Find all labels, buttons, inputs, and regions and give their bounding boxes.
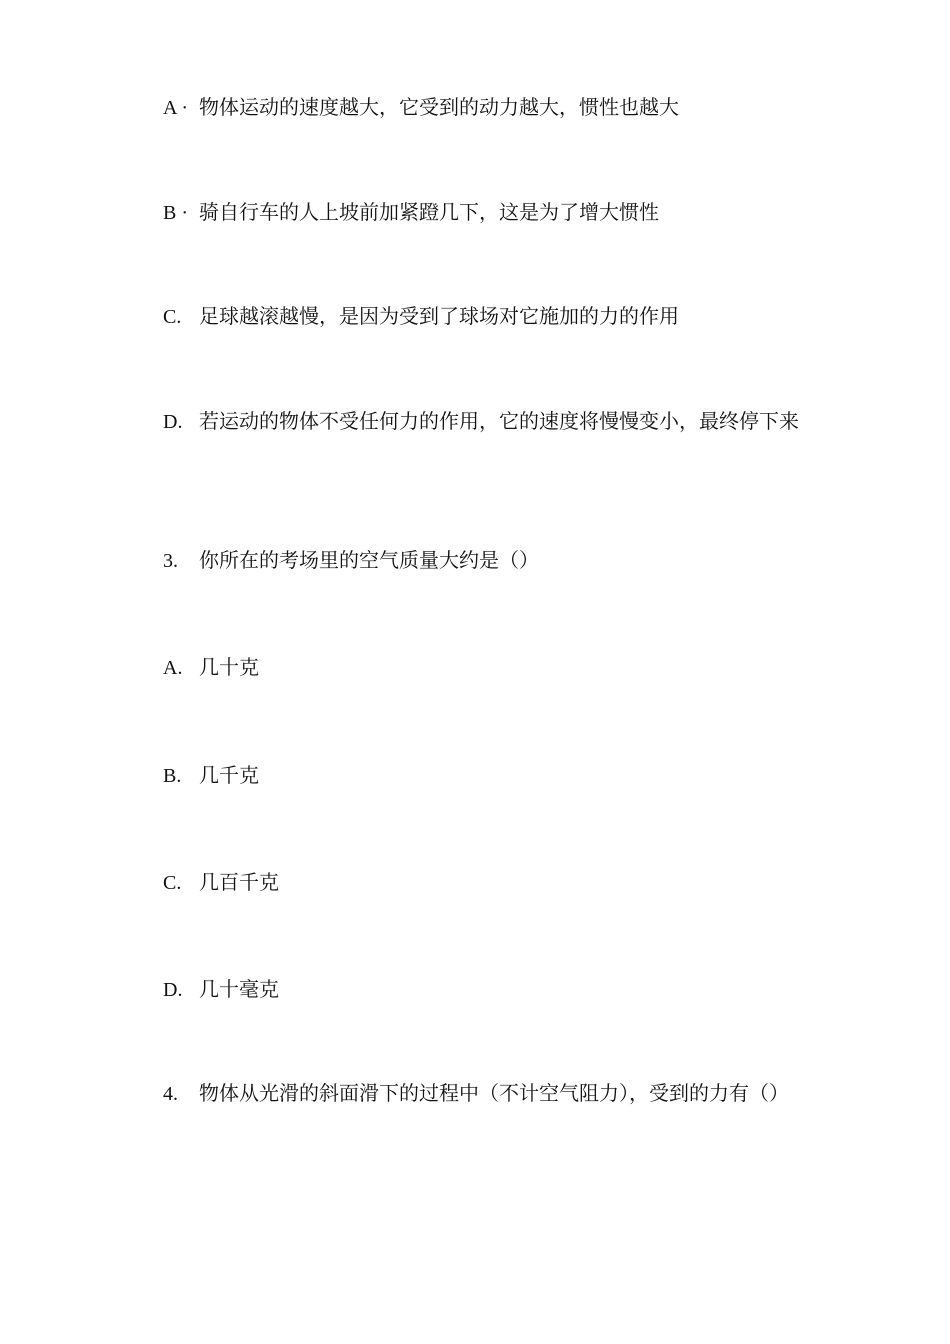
option-marker: C.	[163, 306, 182, 328]
option-text: 几百千克	[199, 870, 279, 894]
option-text: 几千克	[199, 763, 259, 787]
option-text: 若运动的物体不受任何力的作用，它的速度将慢慢变小，最终停下来	[199, 409, 799, 433]
q3-option-b	[118, 759, 818, 792]
option-text: 物体运动的速度越大，它受到的动力越大，惯性也越大	[199, 95, 679, 119]
option-text: 足球越滚越慢，是因为受到了球场对它施加的力的作用	[199, 304, 679, 328]
q3-option-d	[118, 973, 818, 1006]
option-marker: D.	[163, 411, 183, 433]
option-text: 骑自行车的人上坡前加紧蹬几下，这是为了增大惯性	[199, 200, 659, 224]
q3-option-a	[118, 651, 818, 684]
option-c-football	[118, 300, 818, 333]
option-marker: D.	[163, 979, 183, 1001]
option-text: 几十克	[199, 655, 259, 679]
option-text: 几十毫克	[199, 977, 279, 1001]
question-3	[118, 544, 818, 577]
question-4	[118, 1077, 818, 1110]
option-marker: C.	[163, 872, 182, 894]
option-marker: A ·	[163, 97, 188, 119]
option-marker: A.	[163, 657, 183, 679]
option-marker: B ·	[163, 202, 188, 224]
q3-option-c	[118, 866, 818, 899]
question-number: 3.	[163, 550, 178, 572]
question-text: 物体从光滑的斜面滑下的过程中（不计空气阻力），受到的力有（）	[199, 1081, 789, 1105]
option-a-inertia	[118, 91, 818, 124]
option-b-bicycle	[118, 196, 818, 229]
question-number: 4.	[163, 1083, 178, 1105]
question-text: 你所在的考场里的空气质量大约是（）	[199, 548, 539, 572]
option-d-no-force	[118, 405, 818, 438]
option-marker: B.	[163, 765, 182, 787]
